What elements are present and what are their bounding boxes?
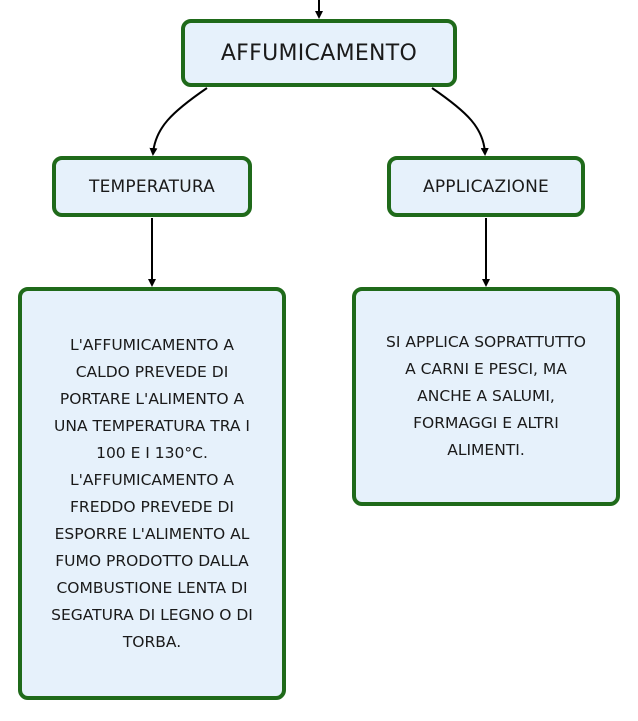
detail-line: SEGATURA DI LEGNO O DI [51, 605, 253, 624]
root-to-applicazione-connector [432, 88, 485, 154]
node-temperatura-detail [18, 287, 286, 700]
root-node-label: AFFUMICAMENTO [220, 40, 418, 66]
node-applicazione-detail-text [378, 329, 594, 464]
node-applicazione-label: APPLICAZIONE [422, 176, 549, 197]
detail-line: ANCHE A SALUMI, [417, 387, 555, 405]
node-temperatura [52, 156, 252, 217]
detail-line: FREDDO PREVEDE DI [70, 497, 234, 516]
detail-line: PORTARE L'ALIMENTO A [59, 389, 245, 408]
detail-line: FORMAGGI E ALTRI [413, 414, 559, 432]
detail-line: SI APPLICA SOPRATTUTTO [386, 333, 586, 351]
root-to-temperatura-connector [153, 88, 207, 154]
detail-line: A CARNI E PESCI, MA [405, 360, 567, 378]
detail-line: CALDO PREVEDE DI [75, 362, 229, 381]
node-temperatura-detail-text [43, 332, 261, 656]
detail-line: COMBUSTIONE LENTA DI [56, 578, 248, 597]
detail-line: UNA TEMPERATURA TRA I [54, 416, 250, 435]
node-applicazione [387, 156, 585, 217]
detail-line: FUMO PRODOTTO DALLA [55, 551, 249, 570]
detail-line: 100 E I 130°C. [96, 443, 208, 462]
detail-line: L'AFFUMICAMENTO A [69, 470, 234, 489]
detail-line: L'AFFUMICAMENTO A [69, 335, 234, 354]
detail-line: TORBA. [122, 632, 182, 651]
detail-line: ESPORRE L'ALIMENTO AL [54, 524, 250, 543]
detail-line: ALIMENTI. [447, 441, 525, 459]
node-applicazione-detail [352, 287, 620, 506]
node-temperatura-label: TEMPERATURA [89, 176, 215, 197]
root-node-affumicamento [181, 19, 457, 87]
